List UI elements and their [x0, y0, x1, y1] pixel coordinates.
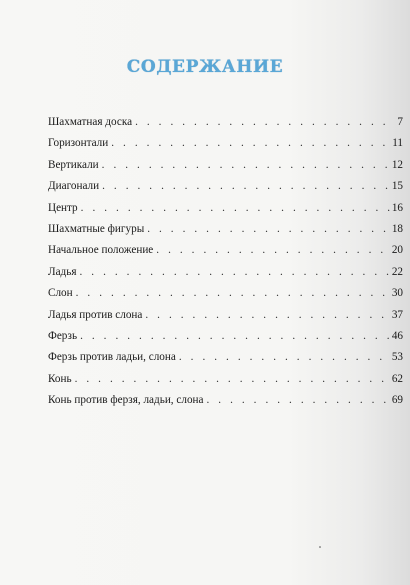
toc-entry-title: Ферзь: [48, 329, 78, 342]
toc-entry-page: 7: [397, 116, 403, 128]
toc-entry-title: Ладья против слона: [48, 308, 143, 321]
toc-entry-page: 53: [391, 351, 403, 364]
toc-entry-page: 37: [391, 308, 403, 321]
toc-dot-leader: [147, 223, 390, 235]
toc-entry-page: 20: [391, 244, 403, 257]
toc-entry-title: Горизонтали: [48, 137, 109, 150]
toc-entry-page: 12: [391, 158, 403, 171]
toc-dot-leader: [80, 330, 390, 342]
toc-entry-title: Ладья: [48, 265, 77, 278]
toc-entry: [48, 137, 403, 158]
page-title: СОДЕРЖАНИЕ: [126, 57, 284, 77]
toc-dot-leader: [145, 309, 389, 321]
toc-entry: [48, 180, 403, 201]
toc-entry-page: 69: [391, 394, 403, 407]
toc-entry-page: 62: [391, 372, 403, 385]
toc-entry: [48, 287, 403, 308]
toc-entry: [48, 116, 403, 137]
toc-dot-leader: [111, 137, 390, 149]
toc-entry-title: Шахматные фигуры: [48, 222, 145, 235]
toc-dot-leader: [179, 351, 390, 363]
toc-entry-page: 16: [391, 201, 403, 214]
toc-entry-page: 46: [391, 329, 403, 342]
table-of-contents: [48, 116, 403, 415]
toc-entry-title: Вертикали: [48, 158, 99, 171]
toc-entry: [48, 330, 403, 351]
toc-entry-title: Центр: [48, 201, 78, 214]
toc-entry: [48, 159, 403, 180]
toc-dot-leader: [102, 159, 390, 171]
paper-speck: [319, 546, 321, 548]
toc-entry: [48, 266, 403, 287]
toc-entry: [48, 223, 403, 244]
toc-entry-page: 11: [392, 137, 403, 150]
toc-entry-page: 30: [391, 287, 403, 300]
toc-dot-leader: [81, 202, 390, 214]
toc-entry: [48, 309, 403, 330]
toc-entry: [48, 373, 403, 394]
toc-entry-title: Слон: [48, 287, 73, 300]
toc-dot-leader: [135, 116, 391, 128]
toc-entry-title: Шахматная доска: [48, 116, 133, 128]
toc-entry-page: 18: [391, 222, 403, 235]
toc-dot-leader: [156, 244, 390, 256]
toc-entry: [48, 202, 403, 223]
toc-entry: [48, 244, 403, 265]
toc-entry: [48, 351, 403, 372]
toc-dot-leader: [102, 180, 390, 192]
toc-dot-leader: [75, 373, 390, 385]
toc-entry-title: Начальное положение: [48, 244, 154, 257]
toc-entry: [48, 394, 403, 415]
toc-dot-leader: [80, 266, 390, 278]
toc-entry-title: Конь: [48, 372, 72, 385]
toc-entry-title: Конь против ферзя, ладьи, слона: [48, 394, 204, 407]
toc-dot-leader: [76, 287, 390, 299]
toc-entry-page: 15: [391, 180, 403, 193]
toc-dot-leader: [207, 394, 390, 406]
toc-entry-title: Ферзь против ладьи, слона: [48, 351, 176, 364]
toc-entry-title: Диагонали: [48, 180, 100, 193]
toc-entry-page: 22: [391, 265, 403, 278]
